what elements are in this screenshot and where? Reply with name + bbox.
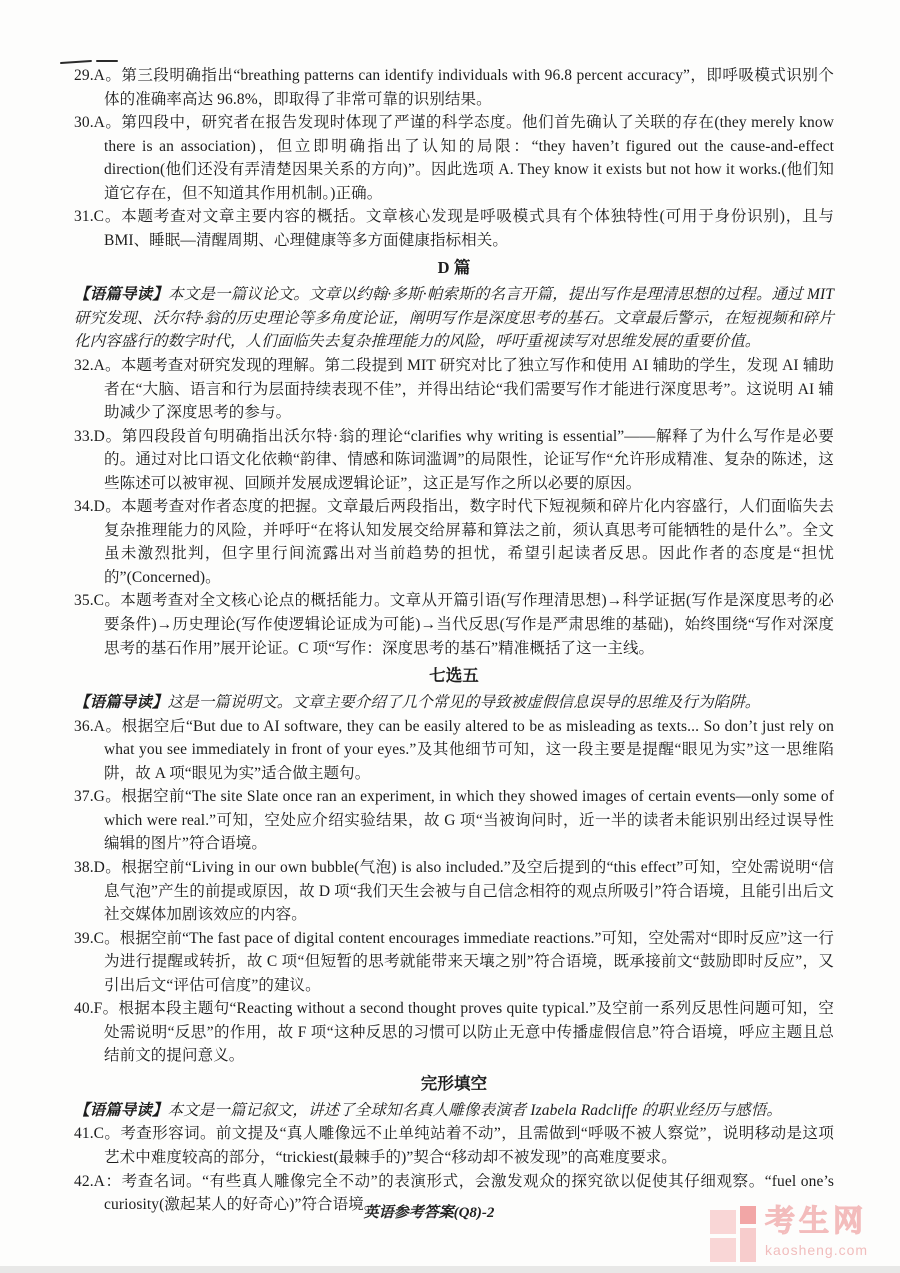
logo-block [740, 1228, 756, 1262]
answer-explanation: 考查名词。“有些真人雕像完全不动”的表演形式，会激发观众的探究欲以促使其仔细观察。“fuel one’s curiosity(激起某人的好奇心)”符合语境。 [104, 1172, 834, 1214]
answer-key-body [74, 64, 834, 1217]
intro-label: 【语篇导读】 [74, 1101, 168, 1119]
answer-explanation: 根据空后“But due to AI software, they can be easily altered to be as misleading as texts... So don’t just rely on what you see immediately in front of your eyes.”及其他细节可知，这一段主要是提醒“眼见为实”这一思维陷阱，故 A 项“眼见为实”适合做主题句。 [104, 717, 834, 782]
answer-item-40 [74, 997, 834, 1068]
watermark-en-text: kaosheng.com [765, 1242, 869, 1258]
answer-item-31 [74, 205, 834, 252]
answer-explanation: 本题考查对文章主要内容的概括。文章核心发现是呼吸模式具有个体独特性(可用于身份识别)，且与 BMI、睡眠—清醒周期、心理健康等多方面健康指标相关。 [104, 208, 835, 249]
intro-text: 本文是一篇议论文。文章以约翰·多斯·帕索斯的名言开篇，提出写作是理清思想的过程。通过 MIT 研究发现、沃尔特·翁的历史理论等多角度论证，阐明写作是深度思考的基石。文章最后警示，在短视频和碎片化内容盛行的数字时代，人们面临失去复杂推理能力的风险，呼吁重视读写对思维发展的重要价值。 [74, 286, 834, 351]
answer-number: 37.G。 [74, 788, 122, 806]
answer-number: 39.C。 [74, 929, 120, 947]
answer-number: 38.D。 [74, 858, 122, 876]
answer-number: 32.A。 [74, 357, 121, 375]
section-heading-cloze: 完形填空 [420, 1073, 488, 1093]
watermark-cn-text: 考生网 [765, 1205, 867, 1238]
answer-item-38 [74, 856, 834, 927]
intro-text: 本文是一篇记叙文，讲述了全球知名真人雕像表演者 Izabela Radcliffe 的职业经历与感悟。 [167, 1101, 782, 1119]
logo-block [710, 1238, 736, 1262]
answer-number: 30.A。 [74, 114, 122, 132]
intro-text: 这是一篇说明文。文章主要介绍了几个常见的导致被虚假信息误导的思维及行为陷阱。 [167, 694, 761, 712]
scanner-bottom-edge [0, 1266, 900, 1273]
answer-explanation: 本题考查对全文核心论点的概括能力。文章从开篇引语(写作理清思想)→科学证据(写作是深度思考的必要条件)→历史理论(写作使逻辑论证成为可能)→当代反思(写作是严肃思维的基础)，始终围绕“写作对深度思考的基石作用”展开论证。C 项“写作：深度思考的基石”精准概括了这一主线。 [104, 592, 834, 657]
answer-item-35 [74, 589, 834, 660]
answer-explanation: 本题考查对作者态度的把握。文章最后两段指出，数字时代下短视频和碎片化内容盛行，人们面临失去复杂推理能力的风险，并呼吁“在将认知发展交给屏幕和算法之前，须认真思考可能牺牲的是什么”。全文虽未激烈批判，但字里行间流露出对当前趋势的担忧，希望引起读者反思。因此作者的态度是“担忧的”(Concerned)。 [104, 498, 834, 586]
answer-number: 36.A。 [74, 717, 122, 735]
answer-explanation: 第三段明确指出“breathing patterns can identify individuals with 96.8 percent accuracy”，即呼吸模式识别个体的准确率高达 96.8%，即取得了非常可靠的识别结果。 [104, 67, 834, 108]
watermark-text [765, 1206, 868, 1259]
answer-item-34 [74, 495, 834, 589]
answer-explanation: 根据空前“Living in our own bubble(气泡) is also included.”及空后提到的“this effect”可知，空处需说明“信息气泡”产生的前提或原因，故 D 项“我们天生会被与自己信念相符的观点所吸引”符合语境，且能引出后文社交媒体加剧该效应的内容。 [104, 858, 834, 924]
answer-explanation: 根据空前“The site Slate once ran an experiment, in which they showed images of certain events—only some of which were real.”可知，空处应介绍实验结果，故 G 项“当被询问时，近一半的读者未能识别出经过误导性编辑的图片”符合语境。 [104, 788, 834, 853]
section-heading-passage-d: D 篇 [437, 258, 471, 278]
answer-number: 41.C。 [74, 1125, 121, 1143]
kaosheng-watermark [710, 1206, 868, 1262]
answer-item-36 [74, 715, 834, 786]
answer-number: 34.D。 [74, 498, 122, 516]
logo-block [710, 1210, 736, 1234]
answer-number: 29.A。 [74, 67, 122, 84]
answer-item-30 [74, 111, 834, 205]
passage-intro-seven-choose-five [74, 691, 834, 715]
answer-explanation: 根据空前“The fast pace of digital content encourages immediate reactions.”可知，空处需对“即时反应”这一行为进行提醒或转折，故 C 项“但短暂的思考就能带来天壤之别”符合语境，既承接前文“鼓励即时反应”，又引出后文“评估可信度”的建议。 [104, 929, 835, 994]
answer-number: 42.A： [74, 1172, 122, 1190]
answer-item-37 [74, 785, 834, 856]
answer-explanation: 第四段段首句明确指出沃尔特·翁的理论“clarifies why writing is essential”——解释了为什么写作是必要的。通过对比口语文化依赖“韵律、情感和陈词滥调”的局限性，论证写作“允许形成精准、复杂的陈述，这些陈述可以被审视、回顾并发展成逻辑论证”，这正是写作之所以必要的原因。 [104, 427, 834, 492]
answer-item-41 [74, 1122, 834, 1169]
answer-explanation: 第四段中，研究者在报告发现时体现了严谨的科学态度。他们首先确认了关联的存在(they merely know there is an association)，但立即明确指出了认知的局限：“they haven’t figured out the cause-and-effect direction(他们还没有弄清楚因果关系的方向)”。因此选项 A. They know it exists but not how it works.(他们知道它存在，但不知道其作用机制。)正确。 [104, 114, 834, 202]
passage-intro-d [74, 283, 834, 354]
answer-item-32 [74, 354, 834, 425]
kaosheng-logo-icon [710, 1206, 756, 1262]
answer-item-39 [74, 927, 834, 998]
section-heading-seven-choose-five: 七选五 [429, 666, 479, 686]
answer-number: 35.C。 [74, 592, 121, 610]
answer-number: 31.C。 [74, 208, 122, 226]
answer-item-29 [74, 64, 834, 111]
passage-intro-cloze [74, 1099, 834, 1123]
answer-explanation: 根据本段主题句“Reacting without a second thought proves quite typical.”及空前一系列反思性问题可知，空处需说明“反思”的作用，故 F 项“这种反思的习惯可以防止无意中传播虚假信息”符合语境，呼应主题且总结前文的提问意义。 [104, 1000, 834, 1065]
logo-block [740, 1206, 756, 1224]
intro-label: 【语篇导读】 [74, 694, 168, 712]
answer-number: 40.F。 [74, 1000, 119, 1018]
intro-label: 【语篇导读】 [74, 286, 169, 304]
pen-stroke [96, 60, 118, 62]
answer-explanation: 本题考查对研究发现的理解。第二段提到 MIT 研究对比了独立写作和使用 AI 辅助的学生，发现 AI 辅助者在“大脑、语言和行为层面持续表现不佳”，并得出结论“我们需要写作才能进行深度思考”。这说明 AI 辅助减少了深度思考的参与。 [104, 357, 834, 422]
answer-item-33 [74, 425, 834, 496]
page-footer-label: 英语参考答案(Q8)-2 [363, 1205, 495, 1221]
answer-explanation: 考查形容词。前文提及“真人雕像远不止单纯站着不动”，且需做到“呼吸不被人察觉”，说明移动是这项艺术中难度较高的部分，“trickiest(最棘手的)”契合“移动却不被发现”的高难度要求。 [104, 1125, 834, 1166]
answer-number: 33.D。 [74, 427, 122, 445]
